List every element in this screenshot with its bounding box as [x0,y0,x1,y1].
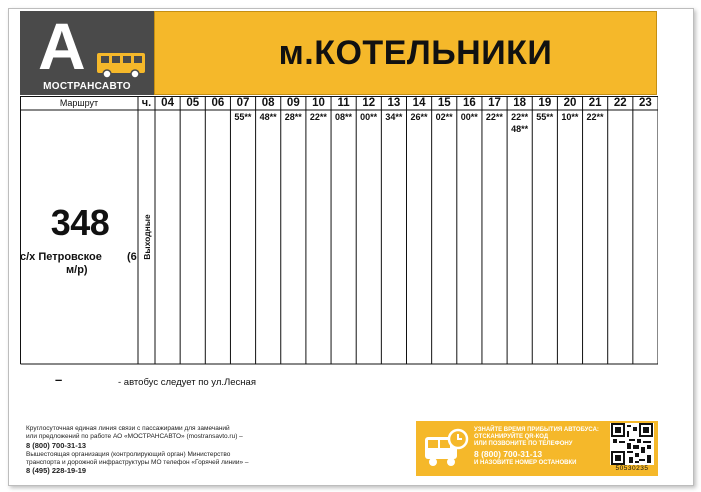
footer-phone: 8 (495) 228-19-19 [26,466,87,476]
banner-line: ОТСКАНИРУЙТЕ QR-КОД [474,434,549,441]
hour-label: 21 [588,97,602,109]
banner-line: И НАЗОВИТЕ НОМЕР ОСТАНОВКИ [474,459,577,466]
hour-label: 11 [337,97,350,109]
banner-phone: 8 (800) 700-31-13 [474,448,543,459]
hour-label: 18 [513,97,527,109]
banner-line: УЗНАЙТЕ ВРЕМЯ ПРИБЫТИЯ АВТОБУСА: [474,427,599,433]
hour-label: 20 [563,97,577,109]
departure-minute: 00** [460,112,478,122]
departure-minute: 22** [511,112,529,122]
departure-minute: 55** [536,112,554,122]
logo [20,11,154,95]
day-type-label: Выходные [141,214,152,260]
day-type [138,110,155,364]
bus-icon [95,51,149,81]
clock-bus-icon [422,427,470,471]
footer-line: Вышестоящая организация (контролирующий орган) Министерство [26,450,231,458]
hour-label: 19 [538,97,552,109]
departure-minute: 28** [284,112,302,122]
hour-label: 17 [488,97,501,109]
banner-line: ИЛИ ПОЗВОНИТЕ ПО ТЕЛЕФОНУ [474,441,573,448]
departure-minute: 48** [259,112,277,122]
route-column-header: Маршрут [59,98,99,108]
legend-note: - автобус следует по ул.Лесная [118,377,256,388]
logo-letter: А [38,9,86,83]
page-title: м.КОТЕЛЬНИКИ [278,33,553,72]
hour-label: 08 [261,97,275,109]
stop-code: 50530235 [615,465,649,472]
footer-contacts [26,425,326,477]
route-terminal-stop: с/х Петровское [20,251,102,263]
route-number: 348 [50,202,110,243]
departure-minute: 48** [511,124,529,134]
hour-label: 16 [462,97,476,109]
departure-minute: 10** [561,112,579,122]
stop-header [154,11,657,95]
hour-label: 05 [186,97,200,109]
departure-minute: 26** [410,112,428,122]
logo-text: МОСТРАНСАВТО [43,81,131,92]
hour-label: 23 [639,97,652,109]
departure-minute: 34** [385,112,403,122]
hour-label: 12 [362,97,376,109]
footer-line: транспорта и дорожной инфраструктуры МО телефон «Горячей линии» – [26,459,249,467]
hour-column-header: ч. [141,97,152,109]
hour-label: 07 [236,97,250,109]
departure-minute: 08** [335,112,353,122]
hour-label: 10 [312,97,325,109]
footer-line: Круглосуточная единая линия связи с пассажирами для замечаний [26,425,230,432]
qr-code-icon[interactable] [610,423,654,465]
hour-label: 04 [161,97,174,109]
departure-minute: 55** [234,112,252,122]
legend-symbol: – [55,372,63,387]
route-terminal-stop-cont: м/р) [66,264,88,276]
hour-label: 09 [286,97,300,109]
hour-label: 15 [437,97,451,109]
hour-label: 13 [387,97,401,109]
hour-label: 22 [613,97,627,109]
footer-line: или предложений по работе АО «МОСТРАНСАВТО» (mostransavto.ru) – [26,433,243,441]
banner-text [474,427,609,467]
hour-label: 06 [211,97,225,109]
departure-minute: 22** [586,112,604,122]
departure-minute: 00** [360,112,378,122]
departure-minute: 22** [485,112,503,122]
departure-minute: 02** [435,112,453,122]
footer-phone: 8 (800) 700-31-13 [26,440,87,450]
departure-minute: 22** [309,112,327,122]
hour-label: 14 [412,97,426,109]
route-travel-time: (6 [127,251,137,263]
